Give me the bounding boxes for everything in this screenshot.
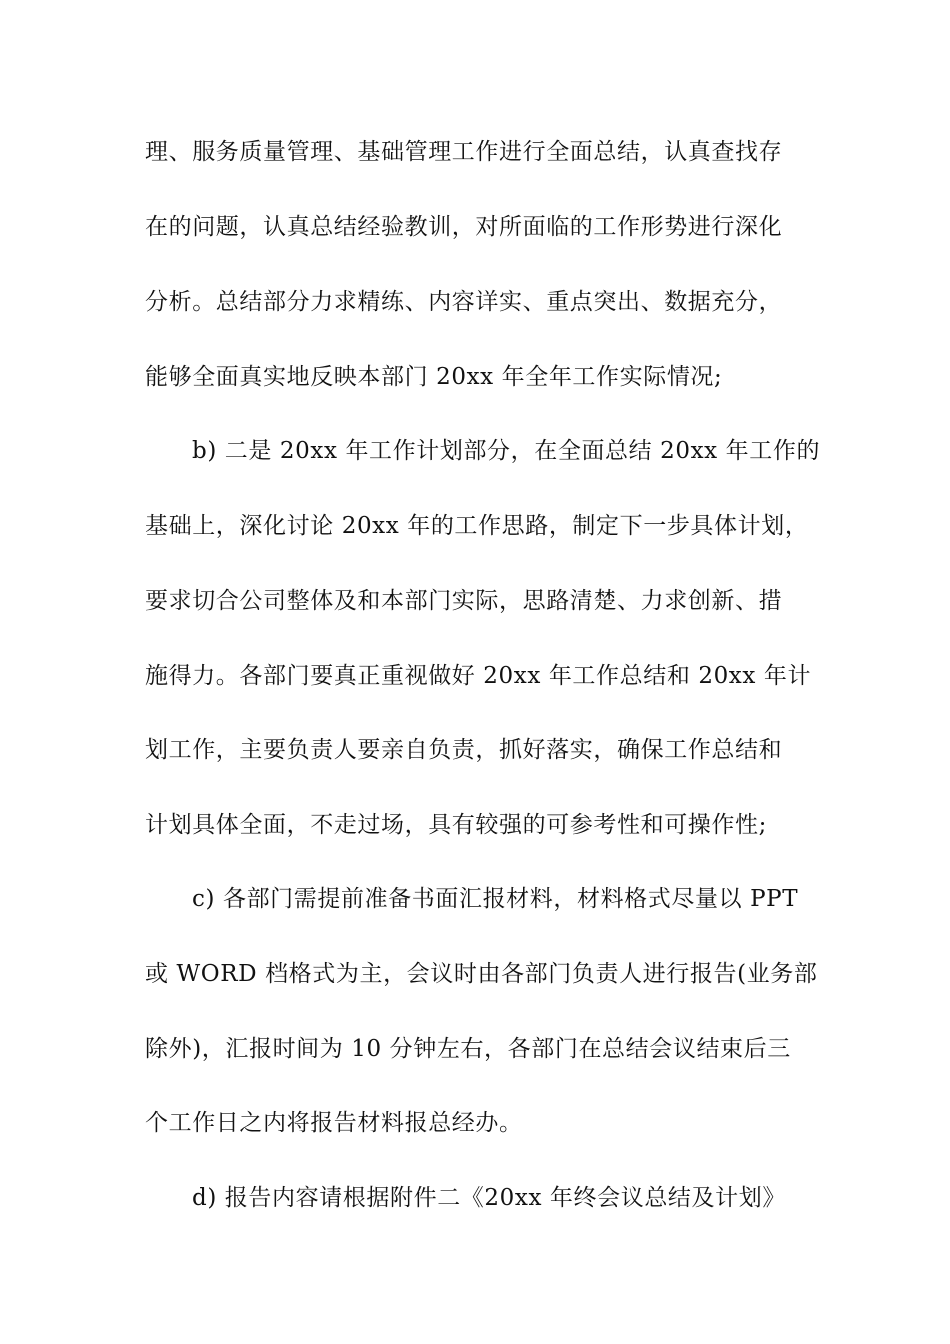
text-line: b) 二是 20xx 年工作计划部分，在全面总结 20xx 年工作的 [192,438,821,464]
text-line: 或 WORD 档格式为主，会议时由各部门负责人进行报告(业务部 [145,961,818,987]
text-line: 理、服务质量管理、基础管理工作进行全面总结，认真查找存 [145,139,783,165]
text-line: 除外)，汇报时间为 10 分钟左右，各部门在总结会议结束后三 [145,1036,791,1062]
text-line: 施得力。各部门要真正重视做好 20xx 年工作总结和 20xx 年计 [145,663,812,689]
text-line: 要求切合公司整体及和本部门实际，思路清楚、力求创新、措 [145,588,783,614]
text-line: 能够全面真实地反映本部门 20xx 年全年工作实际情况; [145,364,723,390]
text-line: 划工作，主要负责人要亲自负责，抓好落实，确保工作总结和 [145,737,783,763]
text-line: 基础上，深化讨论 20xx 年的工作思路，制定下一步具体计划， [145,513,809,539]
text-line: 在的问题，认真总结经验教训，对所面临的工作形势进行深化 [145,214,783,240]
text-line: 分析。总结部分力求精练、内容详实、重点突出、数据充分， [145,289,783,315]
text-line: 计划具体全面，不走过场，具有较强的可参考性和可操作性; [145,812,767,838]
text-line: c) 各部门需提前准备书面汇报材料，材料格式尽量以 PPT [192,886,799,912]
text-line: d) 报告内容请根据附件二《20xx 年终会议总结及计划》 [192,1185,786,1211]
text-line: 个工作日之内将报告材料报总经办。 [145,1110,523,1136]
